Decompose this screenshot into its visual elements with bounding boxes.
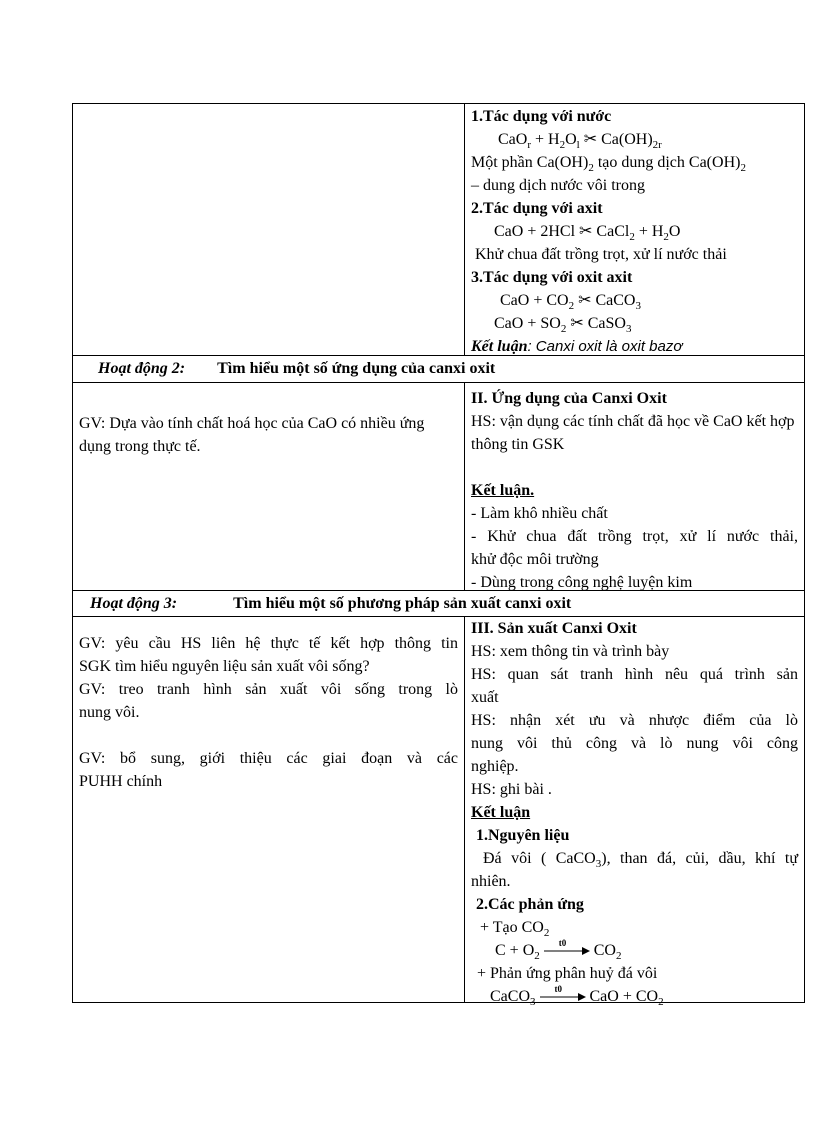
table-row bbox=[73, 383, 804, 591]
activity-header bbox=[73, 591, 804, 617]
text-line: Đá vôi ( CaCO$_3$), than đá, củi, dầu, khí tự bbox=[483, 850, 799, 871]
left-cell-empty bbox=[73, 104, 465, 355]
list-item: - Khử chua đất trồng trọt, xử lí nước thải, bbox=[471, 528, 798, 545]
activity-header-row bbox=[73, 356, 804, 383]
text-line: – dung dịch nước vôi trong bbox=[471, 177, 645, 194]
teacher-text: nung vôi. bbox=[79, 704, 140, 721]
subheading: 2.Các phản ứng bbox=[476, 896, 584, 913]
equation: CaCO$_3$ t0 CaO + $CO_2$ bbox=[490, 984, 664, 1009]
list-item: - Dùng trong công nghệ luyện kim bbox=[471, 574, 693, 591]
reaction-arrow-icon: t0 bbox=[540, 990, 586, 1004]
table-row bbox=[73, 617, 804, 1009]
lesson-table bbox=[72, 103, 805, 1009]
activity-label: Hoạt động 2: bbox=[98, 360, 186, 377]
text-line: + Phản ứng phân huỷ đá vôi bbox=[477, 965, 658, 982]
right-cell bbox=[465, 383, 804, 590]
conclusion-heading: Kết luận bbox=[471, 804, 531, 821]
activity-title: Tìm hiểu một số phương pháp sản xuất canxi oxit bbox=[233, 595, 572, 612]
reaction-arrow-icon: t0 bbox=[544, 944, 590, 958]
activity-header-row bbox=[73, 591, 804, 617]
section-heading: II. Ứng dụng của Canxi Oxit bbox=[471, 390, 667, 407]
student-text: xuất bbox=[471, 689, 499, 706]
right-cell bbox=[465, 104, 804, 355]
right-cell bbox=[465, 617, 804, 1009]
section-heading: 1.Tác dụng với nước bbox=[471, 108, 612, 125]
text-line: nhiên. bbox=[471, 873, 511, 890]
text-line: Một phần $Ca(OH)_2$ tạo dung dịch $Ca(OH)_2$ bbox=[471, 154, 746, 175]
teacher-text: GV: treo tranh hình sản xuất vôi sống trong lò bbox=[79, 681, 458, 698]
teacher-text: GV: Dựa vào tính chất hoá học của CaO có nhiều ứng dụng trong thực tế. bbox=[79, 415, 425, 455]
student-text: nghiệp. bbox=[471, 758, 519, 775]
section-heading: III. Sản xuất Canxi Oxit bbox=[471, 620, 637, 637]
student-text: nung vôi thủ công và lò nung vôi công bbox=[471, 735, 798, 752]
teacher-text: SGK tìm hiểu nguyên liệu sản xuất vôi sống? bbox=[79, 658, 370, 675]
list-item: - Làm khô nhiều chất bbox=[471, 505, 608, 522]
equation: $C + O_2$ t0 $CO_2$ bbox=[495, 938, 622, 963]
student-text: HS: quan sát tranh hình nêu quá trình sản bbox=[471, 666, 798, 683]
equation: $CaO_r + H_2O_l$ ✂ $Ca(OH)_{2r}$ bbox=[498, 131, 662, 152]
student-text: HS: ghi bài . bbox=[471, 781, 552, 798]
teacher-text: GV: yêu cầu HS liên hệ thực tế kết hợp thông tin bbox=[79, 635, 458, 652]
activity-label: Hoạt động 3: bbox=[90, 595, 178, 612]
section-heading: 2.Tác dụng với axit bbox=[471, 200, 603, 217]
student-text: HS: nhận xét ưu và nhược điểm của lò bbox=[471, 712, 798, 729]
teacher-text: PUHH chính bbox=[79, 773, 163, 790]
equation: CaO + $CO_2$ ✂ CaCO$_3$ bbox=[500, 292, 641, 313]
student-text: HS: vận dụng các tính chất đã học về CaO kết hợp thông tin GSK bbox=[471, 413, 795, 453]
conclusion bbox=[471, 335, 798, 358]
activity-title: Tìm hiểu một số ứng dụng của canxi oxit bbox=[217, 360, 496, 377]
equation: CaO + 2HCl ✂ CaCl$_2$ + $H_2O$ bbox=[494, 223, 681, 244]
text-line: + Tạo $CO_2$ bbox=[480, 919, 550, 940]
left-cell bbox=[73, 383, 465, 590]
text-line: Khử chua đất trồng trọt, xử lí nước thải bbox=[475, 246, 727, 263]
student-text: HS: xem thông tin và trình bày bbox=[471, 643, 670, 660]
conclusion-heading: Kết luận. bbox=[471, 482, 535, 499]
list-item-cont: khử độc môi trường bbox=[471, 551, 599, 568]
equation: CaO + $SO_2$ ✂ CaSO$_3$ bbox=[494, 315, 632, 336]
subheading: 1.Nguyên liệu bbox=[476, 827, 570, 844]
conclusion-text: : Canxi oxit là oxit bazơ bbox=[527, 338, 683, 355]
left-cell bbox=[73, 617, 465, 1002]
conclusion-label: Kết luận bbox=[471, 338, 528, 355]
activity-header bbox=[73, 356, 804, 382]
table-row bbox=[73, 104, 804, 356]
section-heading: 3.Tác dụng với oxit axit bbox=[471, 269, 633, 286]
teacher-text: GV: bổ sung, giới thiệu các giai đoạn và các bbox=[79, 750, 458, 767]
